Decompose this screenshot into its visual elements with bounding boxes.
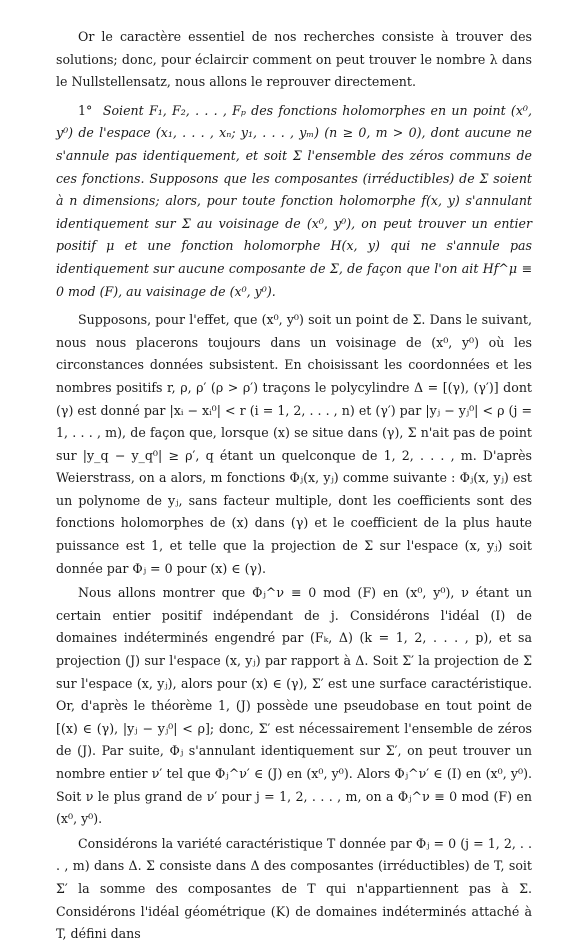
paragraph-proof-setup: Supposons, pour l'effet, que (x⁰, y⁰) soit un point de Σ. Dans le suivant, nous nous placerons toujours dans un voisinage de (x⁰, y⁰) où les circonstances données subsistent. En choisissant les coordonnées et les nombres positifs r, ρ, ρ′ (ρ > ρ′) traçons le polycylindre Δ = [(γ), (γ′)] dont (γ) est donné par |xᵢ − xᵢ⁰| < r (i = 1, 2, . . . , n) et (γ′) par |yⱼ − yⱼ⁰| < ρ (j = 1, . . . , m), de façon que, lorsque (x) se situe dans (γ), Σ n'ait pas de point sur |y_q − y_q⁰| ≥ ρ′, q étant un quelconque de 1, 2, . . . , m. D'après Weierstrass, on a alors, m fonctions Φⱼ(x, yⱼ) comme suivante : Φⱼ(x, yⱼ) est un polynome de yⱼ, sans facteur multiple, dont les coefficients sont des fonctions holomorphes de (x) dans (γ) et le coefficient de la plus haute puissance est 1, et telle que la projection de Σ sur l'espace (x, yⱼ) soit donnée par Φⱼ = 0 pour (x) ∈ (γ). (56, 312, 532, 576)
theorem-label: 1° (78, 102, 93, 118)
paragraph-proof-power: Nous allons montrer que Φⱼ^ν ≡ 0 mod (F) en (x⁰, y⁰), ν étant un certain entier positif indépendant de j. Considérons l'idéal (I) de domaines indéterminés engendré par (Fₖ, Δ) (k = 1, 2, . . . , p), et sa projection (J) sur l'espace (x, yⱼ) par rapport à Δ. Soit Σ′ la projection de Σ sur l'espace (x, yⱼ), alors pour (x) ∈ (γ), Σ′ est une surface caractéristique. Or, d'après le théorème 1, (J) possède une pseudobase en tout point de [(x) ∈ (γ), |yⱼ − yⱼ⁰| < ρ]; donc, Σ′ est nécessairement l'ensemble de zéros de (J). Par suite, Φⱼ s'annulant identiquement sur Σ′, on peut trouver un nombre entier ν′ tel que Φⱼ^ν′ ∈ (J) en (x⁰, y⁰). Alors Φⱼ^ν′ ∈ (I) en (x⁰, y⁰). Soit ν le plus grand de ν′ pour j = 1, 2, . . . , m, on a Φⱼ^ν ≡ 0 mod (F) en (x⁰, y⁰). (56, 585, 532, 827)
paragraph-intro: Or le caractère essentiel de nos recherches consiste à trouver des solutions; donc, pour éclaircir comment on peut trouver le nombre λ dans le Nullstellensatz, nous allons le reprouver directement. (56, 29, 532, 90)
page-body (56, 26, 532, 952)
theorem-text: Soient F₁, F₂, . . . , Fₚ des fonctions holomorphes en un point (x⁰, y⁰) de l'espace (x₁, . . . , xₙ; y₁, . . . , yₘ) (n ≥ 0, m > 0), dont aucune ne s'annule pas identiquement, et soit Σ l'ensemble des zéros communs de ces fonctions. Supposons que les composantes (irréductibles) de Σ soient à n dimensions; alors, pour toute fonction holomorphe f(x, y) s'annulant identiquement sur Σ au voisinage de (x⁰, y⁰), on peut trouver un entier positif μ et une fonction holomorphe H(x, y) qui ne s'annule pas identiquement sur aucune composante de Σ, de façon que l'on ait Hf^μ ≡ 0 mod (F), au vaisinage de (x⁰, y⁰). (56, 102, 532, 299)
paragraph-proof-variety: Considérons la variété caractéristique T donnée par Φⱼ = 0 (j = 1, 2, . . . , m) dans Δ. Σ consiste dans Δ des composantes (irréductibles) de T, soit Σ′ la somme des composantes de T qui n'appartiennent pas à Σ. Considérons l'idéal géométrique (K) de domaines indéterminés attaché à T, défini dans (56, 835, 532, 942)
paragraph-theorem (56, 100, 532, 303)
